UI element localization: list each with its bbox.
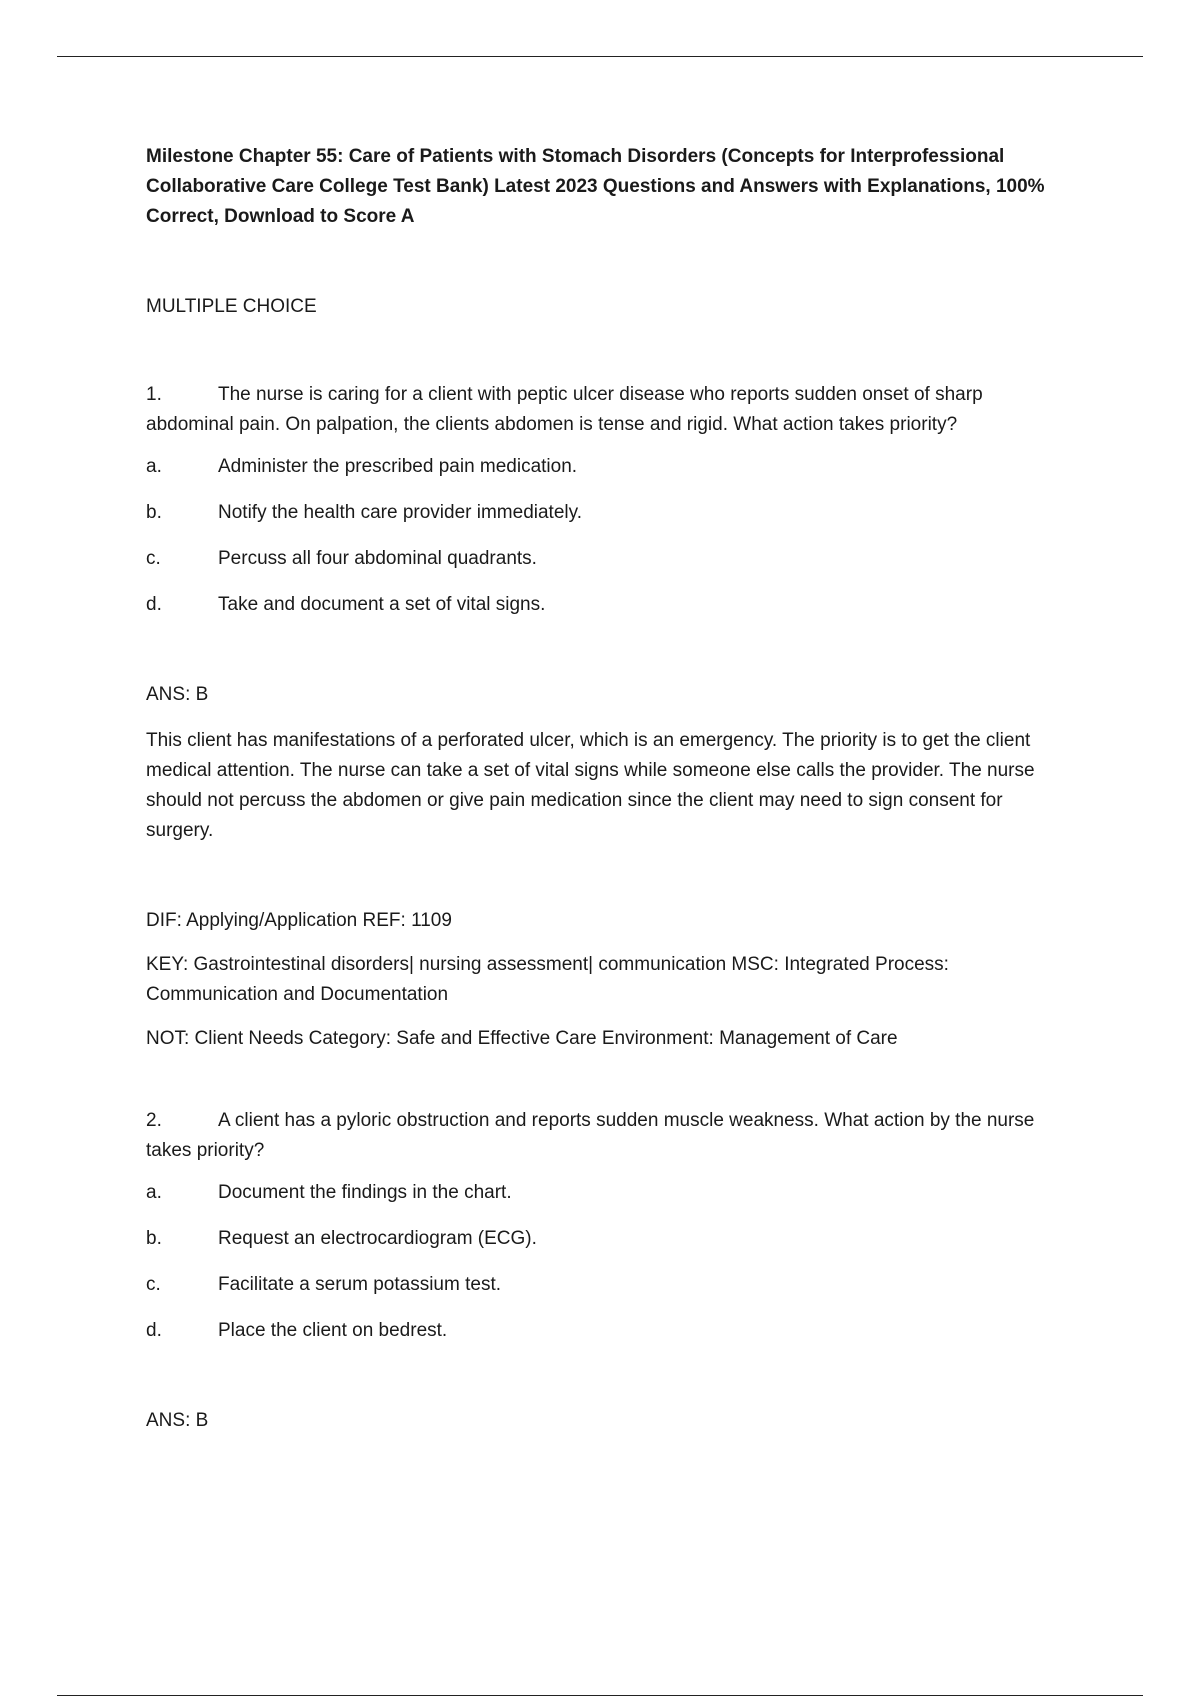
answer-key: ANS: B	[146, 1410, 209, 1431]
option-list	[146, 1180, 1066, 1344]
option-letter: d.	[146, 594, 162, 615]
bottom-rule	[57, 1695, 1143, 1696]
option-letter: c.	[146, 1274, 161, 1295]
document-page	[146, 142, 1066, 1434]
question-1	[146, 380, 1066, 1054]
option-text: Take and document a set of vital signs.	[218, 594, 546, 615]
question-text: The nurse is caring for a client with peptic ulcer disease who reports sudden onset of sharp abdominal pain. On palpation, the clients abdomen is tense and rigid. What action takes priority?	[146, 384, 983, 435]
option-text: Notify the health care provider immediately.	[218, 502, 582, 523]
option-c	[146, 546, 1066, 572]
key-topics: KEY: Gastrointestinal disorders| nursing assessment| communication MSC: Integrated Process: Communication and Documentation	[146, 954, 949, 1005]
question-number: 1.	[146, 384, 162, 405]
rationale-text: This client has manifestations of a perforated ulcer, which is an emergency. The priority is to get the client medical attention. The nurse can take a set of vital signs while someone else calls the provider. The nurse should not percuss the abdomen or give pain medication since the client may need to sign consent for surgery.	[146, 730, 1035, 841]
question-stem	[146, 1106, 1066, 1166]
option-d	[146, 1318, 1066, 1344]
question-stem	[146, 380, 1066, 440]
option-d	[146, 592, 1066, 618]
option-letter: a.	[146, 456, 162, 477]
difficulty-reference: DIF: Applying/Application REF: 1109	[146, 910, 452, 931]
option-b	[146, 500, 1066, 526]
option-c	[146, 1272, 1066, 1298]
question-2	[146, 1106, 1066, 1434]
option-letter: c.	[146, 548, 161, 569]
option-list	[146, 454, 1066, 618]
option-text: Place the client on bedrest.	[218, 1320, 448, 1341]
answer-key: ANS: B	[146, 684, 209, 705]
document-title: Milestone Chapter 55: Care of Patients with Stomach Disorders (Concepts for Interprofessional Collaborative Care College Test Bank) Latest 2023 Questions and Answers with Explanations, 100% Correct, Download to Score A	[146, 146, 1045, 227]
option-text: Document the findings in the chart.	[218, 1182, 512, 1203]
option-letter: b.	[146, 1228, 162, 1249]
client-needs-category: NOT: Client Needs Category: Safe and Effective Care Environment: Management of Care	[146, 1028, 898, 1049]
question-number: 2.	[146, 1110, 162, 1131]
option-b	[146, 1226, 1066, 1252]
section-heading: MULTIPLE CHOICE	[146, 296, 317, 317]
option-text: Facilitate a serum potassium test.	[218, 1274, 501, 1295]
option-letter: a.	[146, 1182, 162, 1203]
option-text: Request an electrocardiogram (ECG).	[218, 1228, 537, 1249]
question-text: A client has a pyloric obstruction and reports sudden muscle weakness. What action by the nurse takes priority?	[146, 1110, 1035, 1161]
top-rule	[57, 56, 1143, 57]
option-a	[146, 454, 1066, 480]
option-text: Administer the prescribed pain medication.	[218, 456, 578, 477]
option-letter: b.	[146, 502, 162, 523]
option-letter: d.	[146, 1320, 162, 1341]
option-a	[146, 1180, 1066, 1206]
option-text: Percuss all four abdominal quadrants.	[218, 548, 537, 569]
